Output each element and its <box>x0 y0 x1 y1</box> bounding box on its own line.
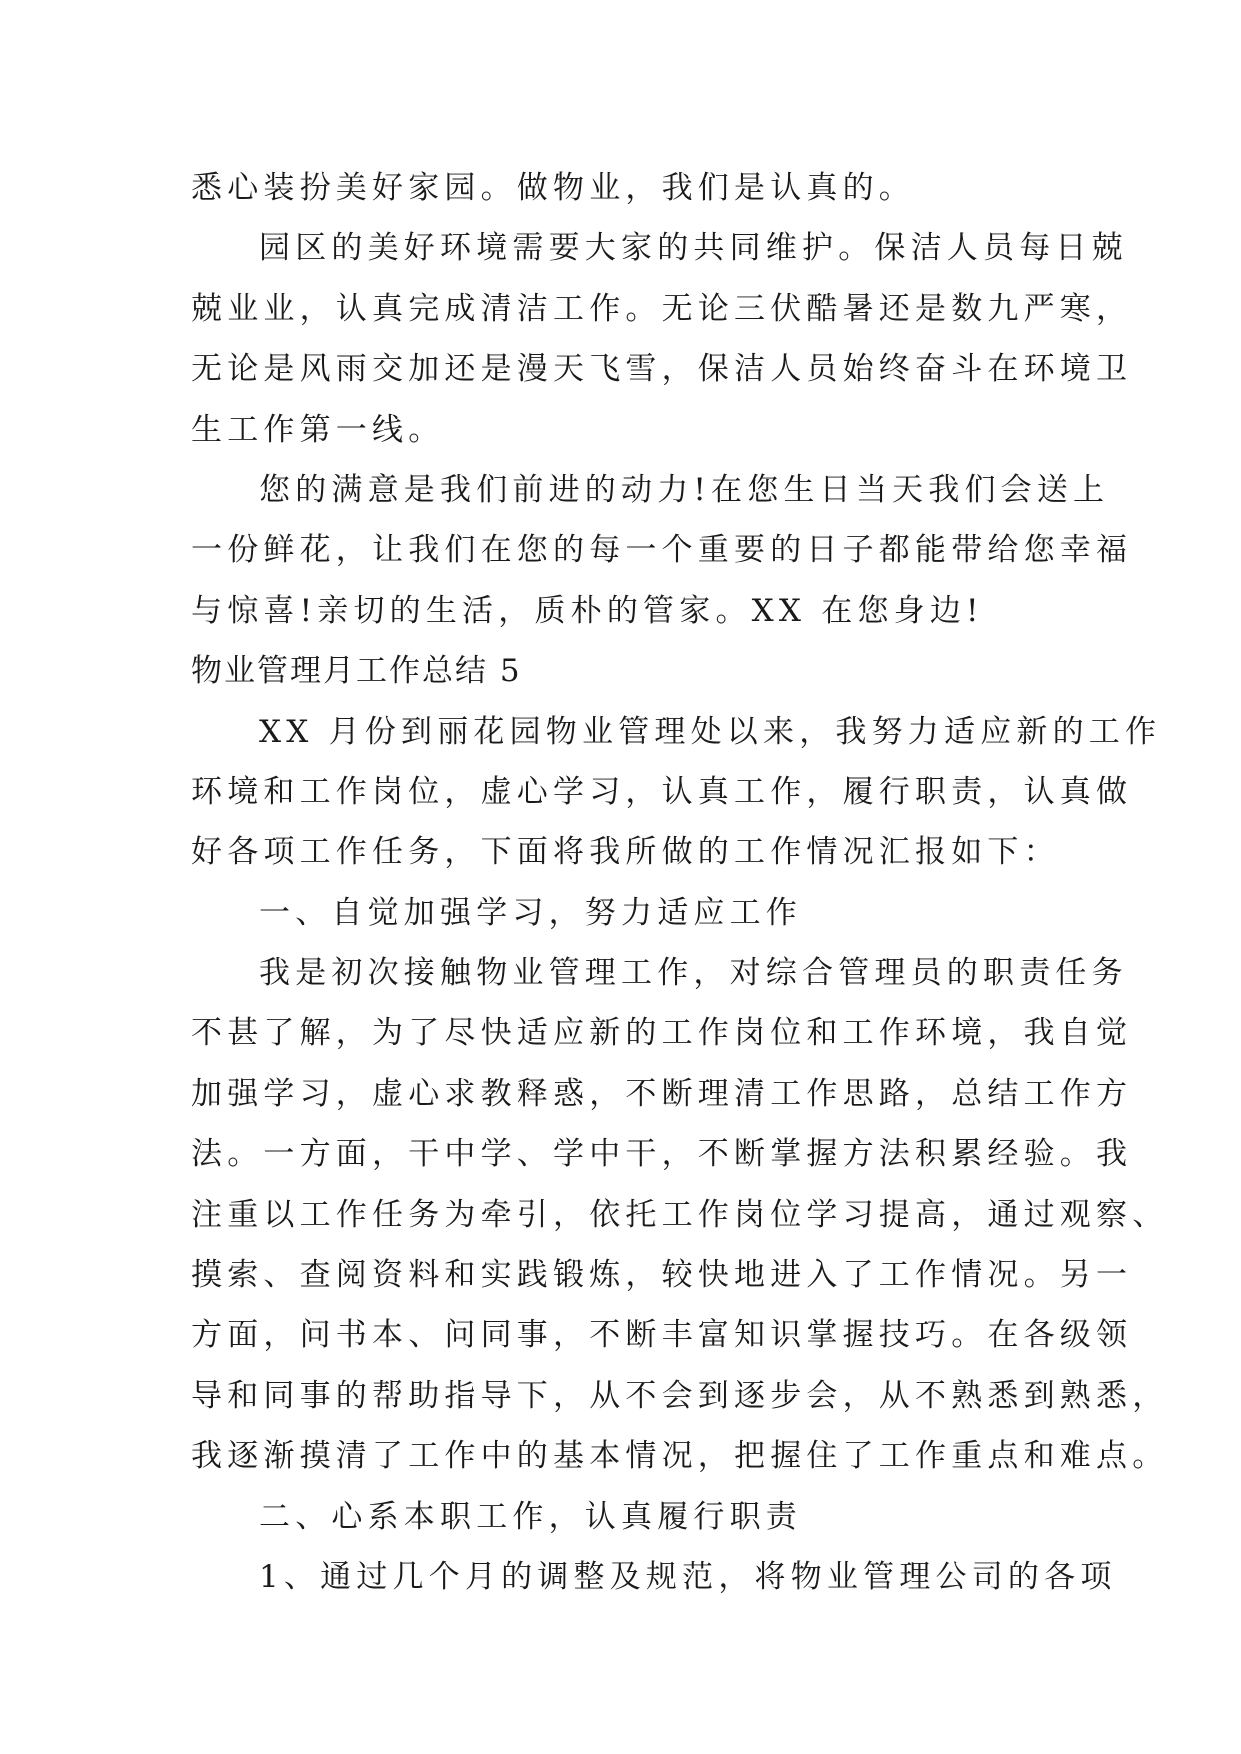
text-line: 注重以工作任务为牵引，依托工作岗位学习提高，通过观察、 <box>191 1196 1169 1233</box>
text-line: 加强学习，虚心求教释惑，不断理清工作思路，总结工作方 <box>191 1075 1133 1112</box>
document-body <box>191 158 1169 1607</box>
text-line: 好各项工作任务，下面将我所做的工作情况汇报如下： <box>191 834 1060 871</box>
subheading: 一、自觉加强学习，努力适应工作 <box>259 894 802 931</box>
paragraph-start: 1、通过几个月的调整及规范，将物业管理公司的各项 <box>259 1558 1117 1595</box>
text-line: 导和同事的帮助指导下，从不会到逐步会，从不熟悉到熟悉， <box>191 1377 1169 1414</box>
subheading: 二、心系本职工作，认真履行职责 <box>259 1498 802 1535</box>
text-line: 不甚了解，为了尽快适应新的工作岗位和工作环境，我自觉 <box>191 1015 1133 1052</box>
text-line: 悉心装扮美好家园。做物业，我们是认真的。 <box>191 170 915 206</box>
text-line: 我逐渐摸清了工作中的基本情况，把握住了工作重点和难点。 <box>191 1438 1169 1475</box>
paragraph-start: 您的满意是我们前进的动力!在您生日当天我们会送上 <box>259 471 1110 508</box>
text-line: 生工作第一线。 <box>191 411 445 448</box>
section-title: 物业管理月工作总结 5 <box>191 653 522 690</box>
text-line: 一份鲜花，让我们在您的每一个重要的日子都能带给您幸福 <box>191 532 1133 569</box>
text-line: 法。一方面，干中学、学中干，不断掌握方法积累经验。我 <box>191 1136 1133 1173</box>
text-line: 无论是风雨交加还是漫天飞雪，保洁人员始终奋斗在环境卫 <box>191 351 1133 388</box>
text-line: 与惊喜!亲切的生活，质朴的管家。XX 在您身边! <box>191 592 984 629</box>
text-line: 环境和工作岗位，虚心学习，认真工作，履行职责，认真做 <box>191 773 1133 810</box>
paragraph-start: XX 月份到丽花园物业管理处以来，我努力适应新的工作 <box>259 713 1162 750</box>
text-line: 摸索、查阅资料和实践锻炼，较快地进入了工作情况。另一 <box>191 1257 1133 1294</box>
text-line: 方面，问书本、问同事，不断丰富知识掌握技巧。在各级领 <box>191 1317 1133 1354</box>
paragraph-start: 我是初次接触物业管理工作，对综合管理员的职责任务 <box>259 955 1128 992</box>
text-line: 兢业业，认真完成清洁工作。无论三伏酷暑还是数九严寒， <box>191 290 1133 327</box>
paragraph-start: 园区的美好环境需要大家的共同维护。保洁人员每日兢 <box>259 230 1128 267</box>
